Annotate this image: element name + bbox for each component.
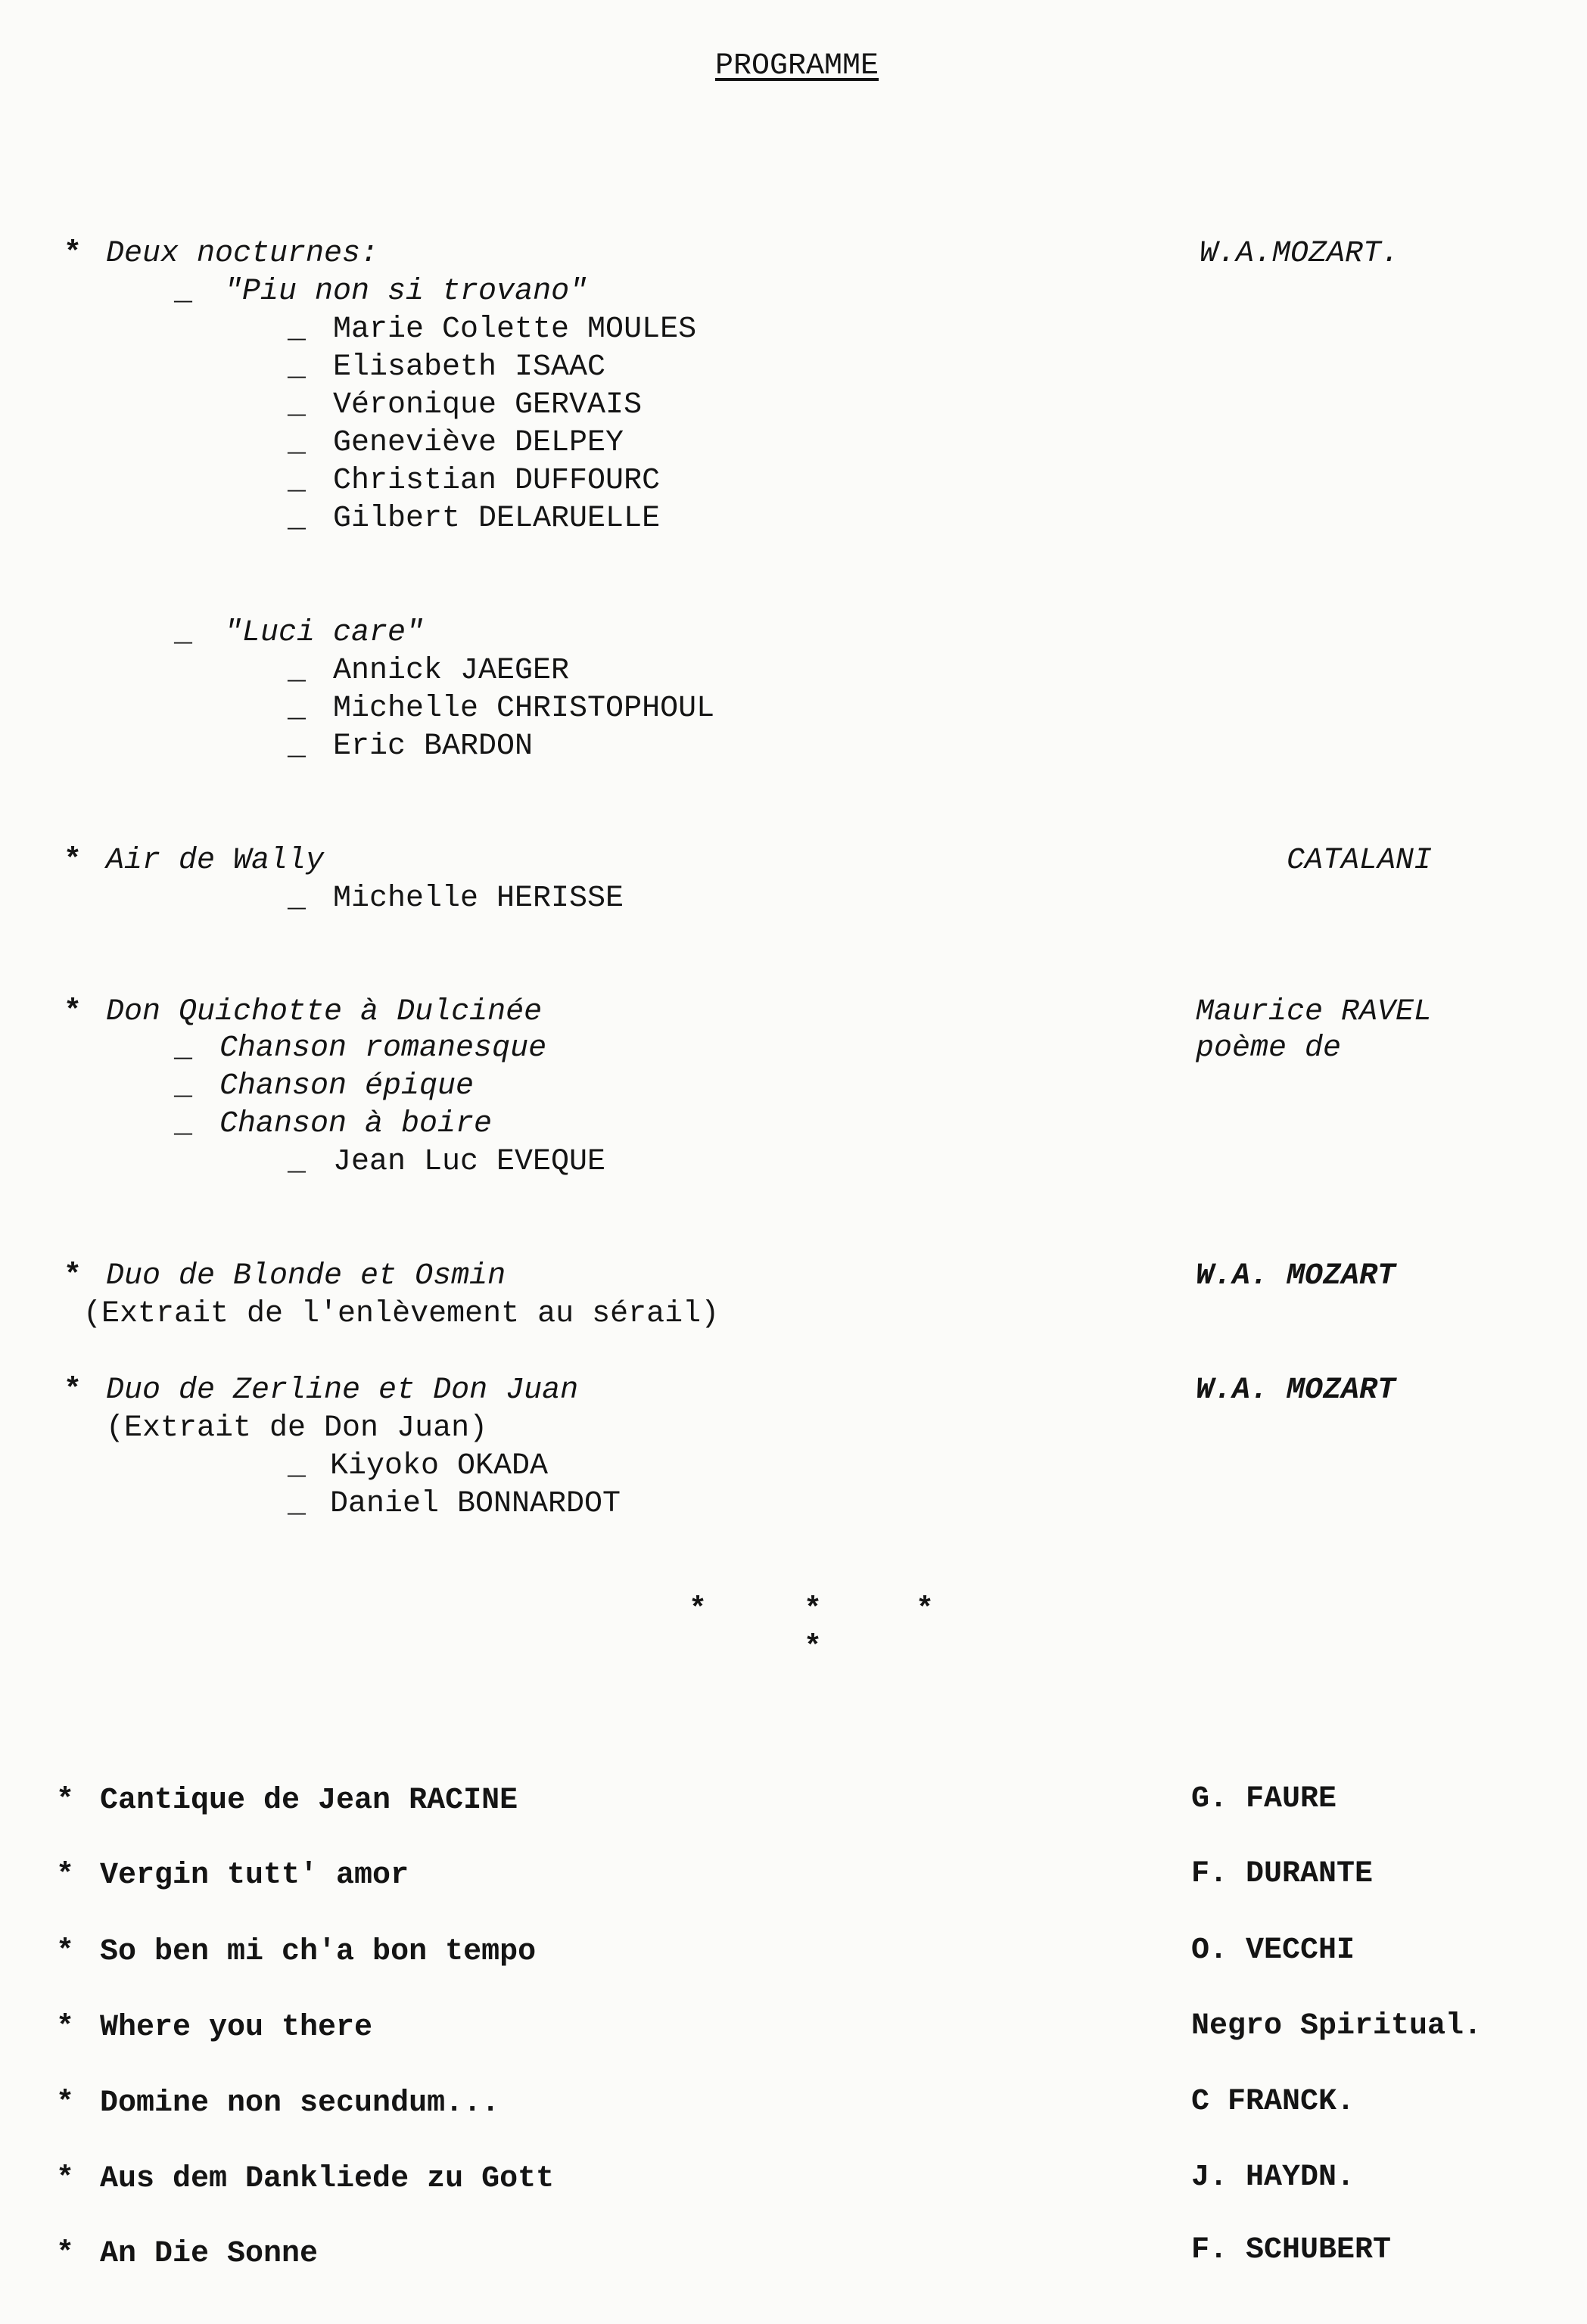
bullet-star-icon: * <box>56 2237 75 2271</box>
separator-star-icon: * <box>804 1631 823 1665</box>
bullet-star-icon: * <box>64 1259 82 1293</box>
performer: Daniel BONNARDOT <box>330 1487 621 1521</box>
dash: _ <box>288 313 307 347</box>
bullet-star-icon: * <box>56 1784 75 1818</box>
part2-composer: O. VECCHI <box>1191 1934 1355 1968</box>
quichotte-label: Don Quichotte à Dulcinée <box>106 995 543 1029</box>
dash: _ <box>288 882 307 916</box>
part2-title: Vergin tutt' amor <box>100 1859 409 1893</box>
part2-composer: F. DURANTE <box>1191 1857 1374 1891</box>
dash: _ <box>174 275 193 309</box>
dash: _ <box>288 502 307 536</box>
separator-star-icon: * <box>689 1593 708 1627</box>
blonde-note: (Extrait de l'enlèvement au sérail) <box>83 1297 720 1331</box>
quichotte-composer: Maurice RAVEL <box>1196 995 1433 1029</box>
dash: _ <box>288 654 307 688</box>
wally-composer: CATALANI <box>1287 844 1433 878</box>
zerline-label: Duo de Zerline et Don Juan <box>106 1374 579 1408</box>
part2-title: Domine non secundum... <box>100 2086 500 2120</box>
dash: _ <box>288 1487 307 1521</box>
bullet-star-icon: * <box>64 237 82 271</box>
dash: _ <box>288 350 307 384</box>
performer: Kiyoko OKADA <box>330 1449 549 1483</box>
bullet-star-icon: * <box>56 1935 75 1969</box>
performer: Gilbert DELARUELLE <box>333 502 661 536</box>
wally-label: Air de Wally <box>106 844 325 878</box>
piu-title: "Piu non si trovano" <box>224 275 588 309</box>
part2-composer: C FRANCK. <box>1191 2085 1355 2119</box>
quichotte-composer-note: poème de <box>1196 1031 1342 1066</box>
part2-title: Where you there <box>100 2011 373 2045</box>
dash: _ <box>288 1145 307 1179</box>
performer: Jean Luc EVEQUE <box>333 1145 606 1179</box>
performer: Michelle CHRISTOPHOUL <box>333 692 715 726</box>
part2-title: Cantique de Jean RACINE <box>100 1784 518 1818</box>
bullet-star-icon: * <box>64 1374 82 1408</box>
dash: _ <box>174 1107 193 1141</box>
dash: _ <box>288 388 307 422</box>
song: Chanson romanesque <box>219 1031 547 1066</box>
dash: _ <box>288 1449 307 1483</box>
performer: Annick JAEGER <box>333 654 570 688</box>
performer: Eric BARDON <box>333 730 534 764</box>
dash: _ <box>288 426 307 460</box>
part2-composer: Negro Spiritual. <box>1191 2009 1483 2043</box>
deux-nocturnes-composer: W.A.MOZART. <box>1200 237 1400 271</box>
bullet-star-icon: * <box>56 2011 75 2045</box>
blonde-label: Duo de Blonde et Osmin <box>106 1259 506 1293</box>
part2-composer: J. HAYDN. <box>1191 2161 1355 2195</box>
performer: Christian DUFFOURC <box>333 464 661 498</box>
dash: _ <box>288 464 307 498</box>
song: Chanson à boire <box>219 1107 493 1141</box>
luci-title: "Luci care" <box>224 616 425 650</box>
deux-nocturnes-label: Deux nocturnes: <box>106 237 379 271</box>
part2-composer: G. FAURE <box>1191 1782 1337 1816</box>
part2-composer: F. SCHUBERT <box>1191 2233 1392 2267</box>
part2-title: An Die Sonne <box>100 2237 319 2271</box>
dash: _ <box>288 692 307 726</box>
part2-title: So ben mi ch'a bon tempo <box>100 1935 537 1969</box>
song: Chanson épique <box>219 1069 475 1103</box>
dash: _ <box>174 1069 193 1103</box>
bullet-star-icon: * <box>56 2086 75 2120</box>
programme-title: PROGRAMME <box>715 49 879 83</box>
bullet-star-icon: * <box>56 1859 75 1893</box>
zerline-composer: W.A. MOZART <box>1196 1374 1396 1408</box>
performer: Véronique GERVAIS <box>333 388 643 422</box>
performer: Elisabeth ISAAC <box>333 350 606 384</box>
performer: Michelle HERISSE <box>333 882 624 916</box>
separator-star-icon: * <box>916 1593 935 1627</box>
bullet-star-icon: * <box>64 844 82 878</box>
bullet-star-icon: * <box>56 2162 75 2196</box>
bullet-star-icon: * <box>64 995 82 1029</box>
separator-star-icon: * <box>804 1593 823 1627</box>
performer: Marie Colette MOULES <box>333 313 697 347</box>
dash: _ <box>288 730 307 764</box>
dash: _ <box>174 616 193 650</box>
part2-title: Aus dem Dankliede zu Gott <box>100 2162 555 2196</box>
dash: _ <box>174 1031 193 1066</box>
zerline-note: (Extrait de Don Juan) <box>106 1411 488 1445</box>
performer: Geneviève DELPEY <box>333 426 624 460</box>
blonde-composer: W.A. MOZART <box>1196 1259 1396 1293</box>
